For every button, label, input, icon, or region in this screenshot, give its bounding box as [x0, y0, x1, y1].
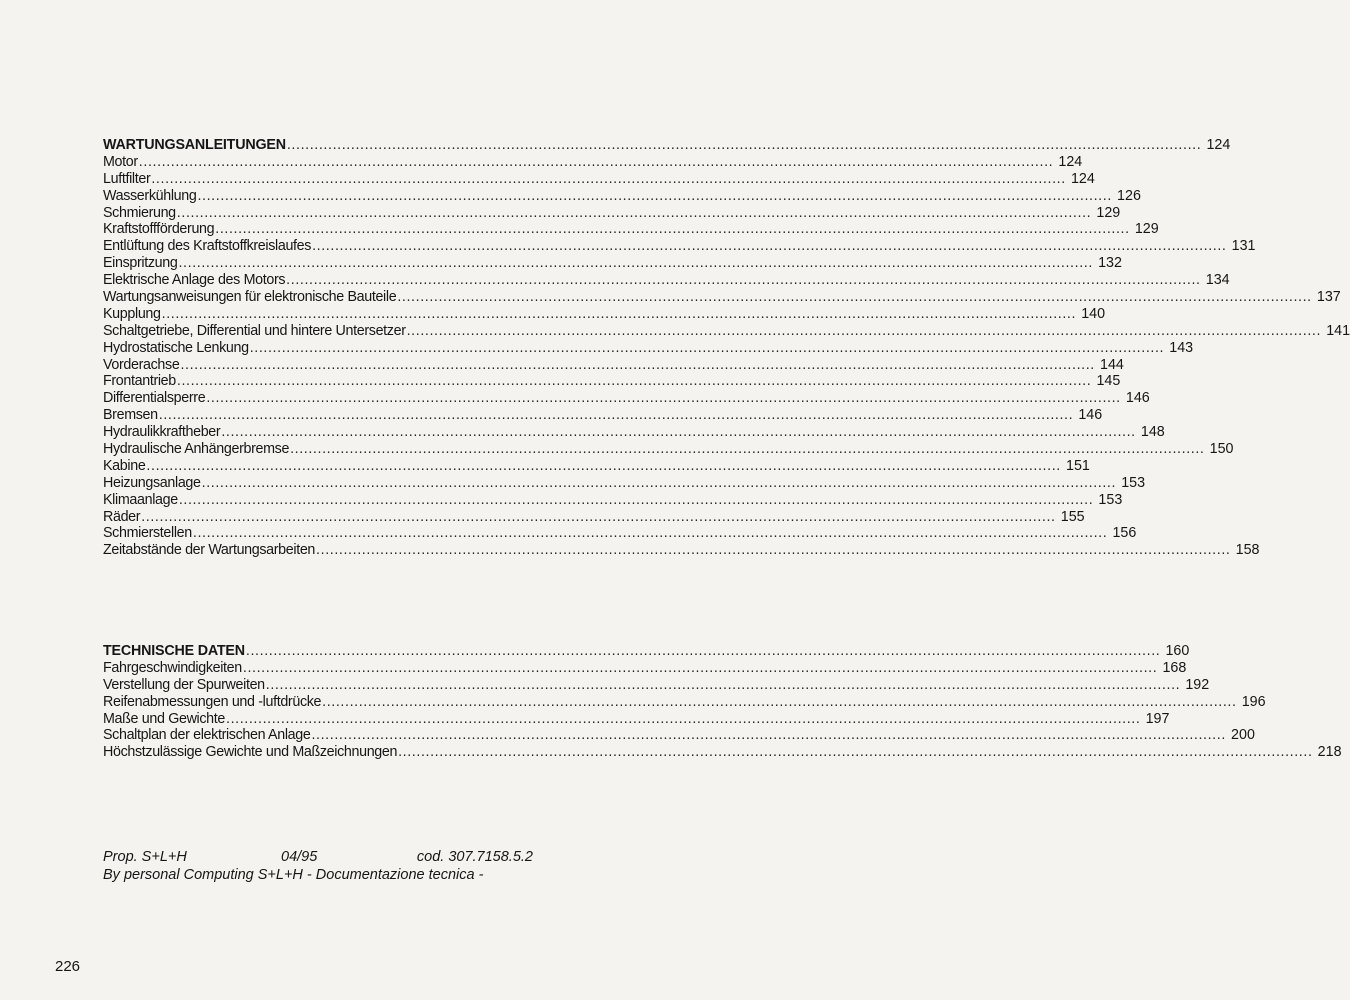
toc-leader-dots: ........................................................................................................................................................................................................	[138, 153, 1054, 170]
toc-entry	[103, 744, 1342, 761]
toc-entry-title: Verstellung der Spurweiten	[103, 676, 265, 693]
toc-entry-page: 151	[1066, 457, 1090, 474]
toc-leader-dots: ........................................................................................................................................................................................................	[206, 390, 1121, 407]
toc-entry	[103, 525, 1137, 542]
toc-heading-title: WARTUNGSANLEITUNGEN	[103, 137, 286, 153]
toc-entry-page: 148	[1140, 424, 1165, 441]
toc-leader-dots: ........................................................................................................................................................................................................	[221, 424, 1136, 441]
toc-leader-dots: ........................................................................................................................................................................................................	[242, 659, 1158, 676]
toc-entry-page: 168	[1162, 659, 1187, 676]
toc-entry	[103, 289, 1341, 306]
toc-leader-dots: ........................................................................................................................................................................................................	[151, 170, 1066, 187]
toc-leader-dots: ........................................................................................................................................................................................................	[178, 491, 1094, 508]
toc-entry-page: 196	[1241, 693, 1266, 710]
toc-entry	[103, 424, 1165, 441]
toc-entry-title: Schaltplan der elektrischen Anlage	[103, 727, 311, 744]
toc-entry	[103, 508, 1085, 526]
toc-leader-dots: ........................................................................................................................................................................................................	[161, 305, 1077, 322]
toc-entry-title: Differentialsperre	[103, 390, 206, 407]
toc-heading-title: TECHNISCHE DATEN	[103, 643, 245, 659]
toc-entry-title: Luftfilter	[103, 170, 151, 187]
toc-leader-dots: ........................................................................................................................................................................................................	[226, 710, 1141, 727]
toc-leader-dots: ........................................................................................................................................................................................................	[312, 238, 1227, 255]
toc-entry	[103, 305, 1106, 323]
page-number: 226	[55, 958, 81, 975]
toc-entry-title: Reifenabmessungen und -luftdrücke	[103, 693, 322, 710]
toc-entry	[103, 542, 1260, 559]
toc-entry	[103, 407, 1103, 424]
toc-entry-title: Schaltgetriebe, Differential und hintere Untersetzer	[103, 322, 406, 339]
toc-entry-list	[103, 153, 1350, 559]
toc-entry-page: 144	[1100, 356, 1124, 373]
toc-entry	[103, 474, 1146, 492]
toc-entry-title: Hydrostatische Lenkung	[103, 339, 249, 356]
toc-entry	[103, 170, 1095, 188]
toc-entry	[103, 693, 1266, 711]
toc-entry	[103, 491, 1123, 509]
toc-entry-title: Entlüftung des Kraftstoffkreislaufes	[103, 238, 312, 255]
toc-leader-dots: ........................................................................................................................................................................................................	[316, 542, 1231, 559]
toc-entry-title: Wartungsanweisungen für elektronische Bauteile	[103, 289, 397, 306]
toc-entry-list	[103, 659, 1342, 761]
toc-leader-dots: ........................................................................................................................................................................................................	[180, 356, 1095, 373]
toc-entry-title: Kupplung	[103, 305, 161, 322]
toc-leader-dots: ........................................................................................................................................................................................................	[265, 676, 1181, 693]
toc-entry-title: Kabine	[103, 457, 146, 474]
toc-entry-title: Klimaanlage	[103, 491, 178, 508]
toc-entry-title: Motor	[103, 153, 138, 170]
toc-entry-title: Wasserkühlung	[103, 187, 197, 204]
toc-entry	[103, 153, 1083, 171]
toc-entry-page: 153	[1121, 474, 1146, 491]
toc-heading-page: 160	[1165, 643, 1190, 659]
toc-entry	[103, 727, 1255, 744]
toc-leader-dots: ........................................................................................................................................................................................................	[158, 407, 1074, 424]
toc-leader-dots: ........................................................................................................................................................................................................	[178, 255, 1093, 272]
toc-entry	[103, 356, 1124, 374]
toc-section-maintenance	[103, 137, 1350, 559]
toc-entry	[103, 441, 1234, 458]
toc-entry	[103, 204, 1121, 222]
toc-leader-dots: ........................................................................................................................................................................................................	[176, 373, 1092, 390]
toc-entry-title: Hydraulikkraftheber	[103, 424, 221, 441]
toc-leader-dots: ........................................................................................................................................................................................................	[311, 727, 1226, 744]
toc-entry-page: 218	[1317, 744, 1342, 761]
toc-entry-title: Zeitabstände der Wartungsarbeiten	[103, 542, 316, 559]
toc-entry-title: Schmierstellen	[103, 525, 192, 542]
toc-entry-page: 153	[1098, 491, 1123, 508]
footer-credit: By personal Computing S+L+H - Documentazione tecnica -	[103, 867, 484, 883]
toc-leader-dots: ........................................................................................................................................................................................................	[141, 508, 1056, 525]
toc-entry-title: Höchstzulässige Gewichte und Maßzeichnungen	[103, 744, 398, 761]
toc-leader-dots: ........................................................................................................................................................................................................	[398, 744, 1313, 761]
toc-entry-title: Einspritzung	[103, 255, 178, 272]
toc-heading-maintenance	[103, 137, 1231, 154]
toc-leader-dots: ........................................................................................................................................................................................................	[249, 339, 1165, 356]
toc-entry	[103, 339, 1194, 357]
toc-entry-title: Hydraulische Anhängerbremse	[103, 441, 290, 458]
toc-entry	[103, 272, 1230, 289]
toc-entry-page: 158	[1235, 542, 1260, 559]
footer-code: cod. 307.7158.5.2	[416, 849, 533, 865]
toc-entry	[103, 390, 1150, 407]
toc-leader-dots: ........................................................................................................................................................................................................	[286, 272, 1201, 289]
toc-entry-title: Fahrgeschwindigkeiten	[103, 659, 242, 676]
toc-section-technical	[103, 643, 1342, 761]
toc-entry-page: 143	[1169, 339, 1194, 356]
toc-leader-dots: ........................................................................................................................................................................................................	[197, 187, 1112, 204]
toc-entry-page: 155	[1060, 508, 1085, 525]
toc-entry-page: 132	[1098, 255, 1122, 272]
toc-leader-dots: ........................................................................................................................................................................................................	[286, 137, 1202, 153]
toc-entry-page: 146	[1125, 390, 1150, 407]
toc-entry	[103, 187, 1141, 205]
toc-entry	[103, 659, 1187, 677]
toc-leader-dots: ........................................................................................................................................................................................................	[290, 441, 1205, 458]
toc-entry-page: 145	[1096, 373, 1121, 390]
toc-entry-page: 137	[1316, 289, 1341, 306]
toc-entry-page: 141	[1326, 322, 1350, 339]
toc-entry-page: 129	[1134, 221, 1159, 238]
toc-leader-dots: ........................................................................................................................................................................................................	[146, 457, 1061, 474]
toc-entry	[103, 255, 1122, 272]
toc-entry-page: 124	[1070, 170, 1095, 187]
toc-entry-title: Heizungsanlage	[103, 474, 201, 491]
toc-leader-dots: ........................................................................................................................................................................................................	[245, 643, 1161, 659]
toc-entry-page: 156	[1112, 525, 1137, 542]
toc-entry-page: 197	[1145, 710, 1170, 727]
toc-entry-title: Räder	[103, 508, 141, 525]
toc-entry-page: 192	[1185, 676, 1210, 693]
toc-entry-page: 150	[1209, 441, 1234, 458]
toc-entry-title: Maße und Gewichte	[103, 710, 225, 727]
toc-entry-page: 146	[1078, 407, 1103, 424]
toc-entry-page: 126	[1117, 187, 1141, 204]
toc-entry	[103, 373, 1121, 390]
footer-date: 04/95	[281, 849, 318, 865]
toc-leader-dots: ........................................................................................................................................................................................................	[397, 289, 1312, 306]
toc-entry-title: Schmierung	[103, 204, 176, 221]
toc-entry	[103, 238, 1256, 255]
toc-entry-title: Vorderachse	[103, 356, 180, 373]
toc-entry-page: 124	[1058, 153, 1083, 170]
toc-leader-dots: ........................................................................................................................................................................................................	[322, 693, 1237, 710]
toc-entry	[103, 676, 1210, 694]
toc-entry-page: 200	[1231, 727, 1255, 744]
toc-entry	[103, 710, 1170, 728]
toc-heading-page: 124	[1206, 137, 1231, 153]
footer-prop: Prop. S+L+H	[103, 849, 187, 865]
toc-entry-page: 140	[1081, 305, 1106, 322]
toc-leader-dots: ........................................................................................................................................................................................................	[215, 221, 1130, 238]
toc-entry-title: Bremsen	[103, 407, 158, 424]
toc-entry	[103, 457, 1090, 475]
toc-entry-title: Elektrische Anlage des Motors	[103, 272, 286, 289]
toc-leader-dots: ........................................................................................................................................................................................................	[176, 204, 1092, 221]
toc-entry-title: Kraftstoffförderung	[103, 221, 215, 238]
toc-entry-title: Frontantrieb	[103, 373, 176, 390]
toc-entry	[103, 221, 1159, 238]
toc-leader-dots: ........................................................................................................................................................................................................	[406, 322, 1322, 339]
toc-entry-page: 129	[1096, 204, 1121, 221]
toc-leader-dots: ........................................................................................................................................................................................................	[192, 525, 1108, 542]
toc-entry-page: 134	[1205, 272, 1230, 289]
toc-leader-dots: ........................................................................................................................................................................................................	[201, 474, 1117, 491]
toc-heading-technical	[103, 643, 1190, 660]
toc-entry-page: 131	[1231, 238, 1256, 255]
toc-entry	[103, 322, 1350, 340]
